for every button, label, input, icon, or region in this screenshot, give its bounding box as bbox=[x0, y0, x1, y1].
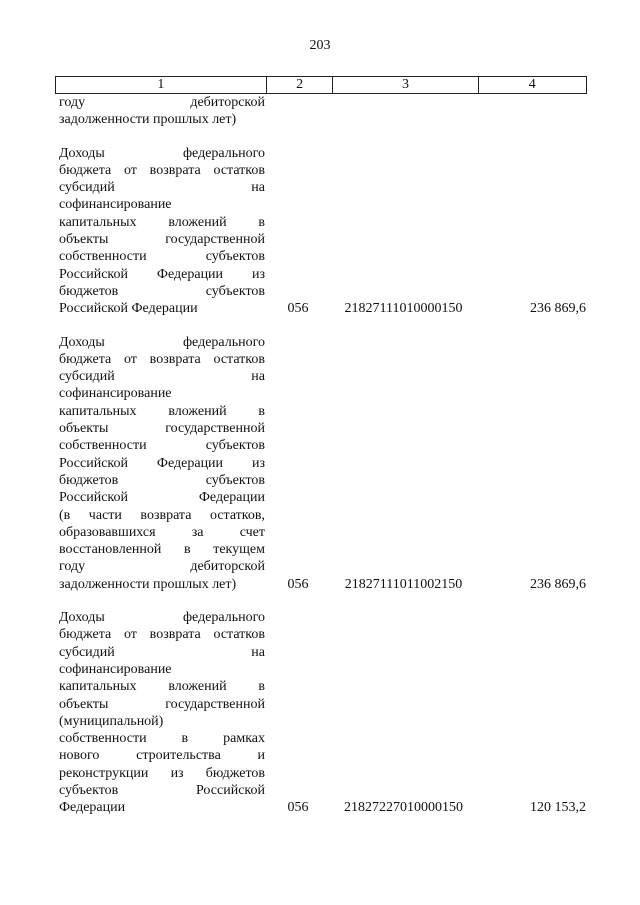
description-line: объекты государственной bbox=[59, 232, 265, 248]
description-line: собственности субъектов bbox=[59, 438, 265, 454]
description-line: капитальных вложений в bbox=[59, 214, 265, 230]
admin-code: 056 bbox=[287, 576, 309, 592]
description-line: объекты государственной bbox=[59, 421, 265, 437]
table-row bbox=[55, 145, 587, 318]
budget-classification-code: 21827111010000150 bbox=[344, 301, 463, 317]
table-row bbox=[55, 334, 587, 593]
description-line: образовавшихся за счет bbox=[59, 524, 265, 540]
description-line: бюджетов субъектов bbox=[59, 283, 265, 299]
description-line: собственности субъектов bbox=[59, 249, 265, 265]
description-line: Российской Федерации bbox=[59, 301, 198, 317]
budget-classification-code: 21827227010000150 bbox=[344, 800, 463, 816]
description-line: софинансирование bbox=[59, 386, 172, 402]
description-line: году дебиторской bbox=[59, 559, 265, 575]
description-line: софинансирование bbox=[59, 661, 172, 677]
description-line: году дебиторской bbox=[59, 95, 265, 110]
header-col-2: 2 bbox=[266, 77, 333, 93]
description-line: собственности в рамках bbox=[59, 731, 265, 747]
description-line: (муниципальной) bbox=[59, 713, 164, 729]
description-line: субсидий на bbox=[59, 369, 265, 385]
description-line: субъектов Российской bbox=[59, 782, 265, 798]
description-line: восстановленной в текущем bbox=[59, 542, 265, 558]
header-col-3: 3 bbox=[332, 77, 477, 93]
description-line: Российской Федерации bbox=[59, 490, 265, 506]
description-line: нового строительства и bbox=[59, 748, 265, 764]
description-line: задолженности прошлых лет) bbox=[59, 576, 237, 592]
description-line: (в части возврата остатков, bbox=[59, 507, 265, 523]
page-number: 203 bbox=[309, 38, 331, 53]
description-line: бюджета от возврата остатков bbox=[59, 627, 265, 643]
row-description bbox=[59, 145, 265, 318]
table-body bbox=[55, 94, 587, 817]
budget-table bbox=[55, 76, 587, 817]
table-row bbox=[55, 94, 587, 129]
description-line: бюджета от возврата остатков bbox=[59, 162, 265, 178]
row-description bbox=[59, 94, 265, 129]
description-line: капитальных вложений в bbox=[59, 679, 265, 695]
description-line: задолженности прошлых лет) bbox=[59, 112, 237, 128]
description-line: бюджетов субъектов bbox=[59, 472, 265, 488]
row-description bbox=[59, 609, 265, 817]
description-line: субсидий на bbox=[59, 644, 265, 660]
table-row bbox=[55, 609, 587, 817]
description-line: Доходы федерального bbox=[59, 610, 265, 626]
description-line: софинансирование bbox=[59, 197, 172, 213]
amount-value: 236 869,6 bbox=[530, 301, 586, 317]
description-line: Российской Федерации из bbox=[59, 455, 265, 471]
description-line: реконструкции из бюджетов bbox=[59, 765, 265, 781]
description-line: Федерации bbox=[59, 800, 126, 816]
description-line: Российской Федерации из bbox=[59, 266, 265, 282]
description-line: Доходы федерального bbox=[59, 334, 265, 350]
row-description bbox=[59, 334, 265, 593]
budget-classification-code: 21827111011002150 bbox=[344, 576, 463, 592]
amount-value: 120 153,2 bbox=[530, 800, 586, 816]
header-col-4: 4 bbox=[478, 77, 586, 93]
description-line: Доходы федерального bbox=[59, 145, 265, 161]
admin-code: 056 bbox=[287, 800, 309, 816]
description-line: объекты государственной bbox=[59, 696, 265, 712]
description-line: бюджета от возврата остатков bbox=[59, 351, 265, 367]
description-line: субсидий на bbox=[59, 180, 265, 196]
table-header bbox=[55, 76, 587, 94]
description-line: капитальных вложений в bbox=[59, 403, 265, 419]
header-col-1: 1 bbox=[157, 77, 165, 92]
amount-value: 236 869,6 bbox=[530, 576, 586, 592]
admin-code: 056 bbox=[287, 301, 309, 317]
